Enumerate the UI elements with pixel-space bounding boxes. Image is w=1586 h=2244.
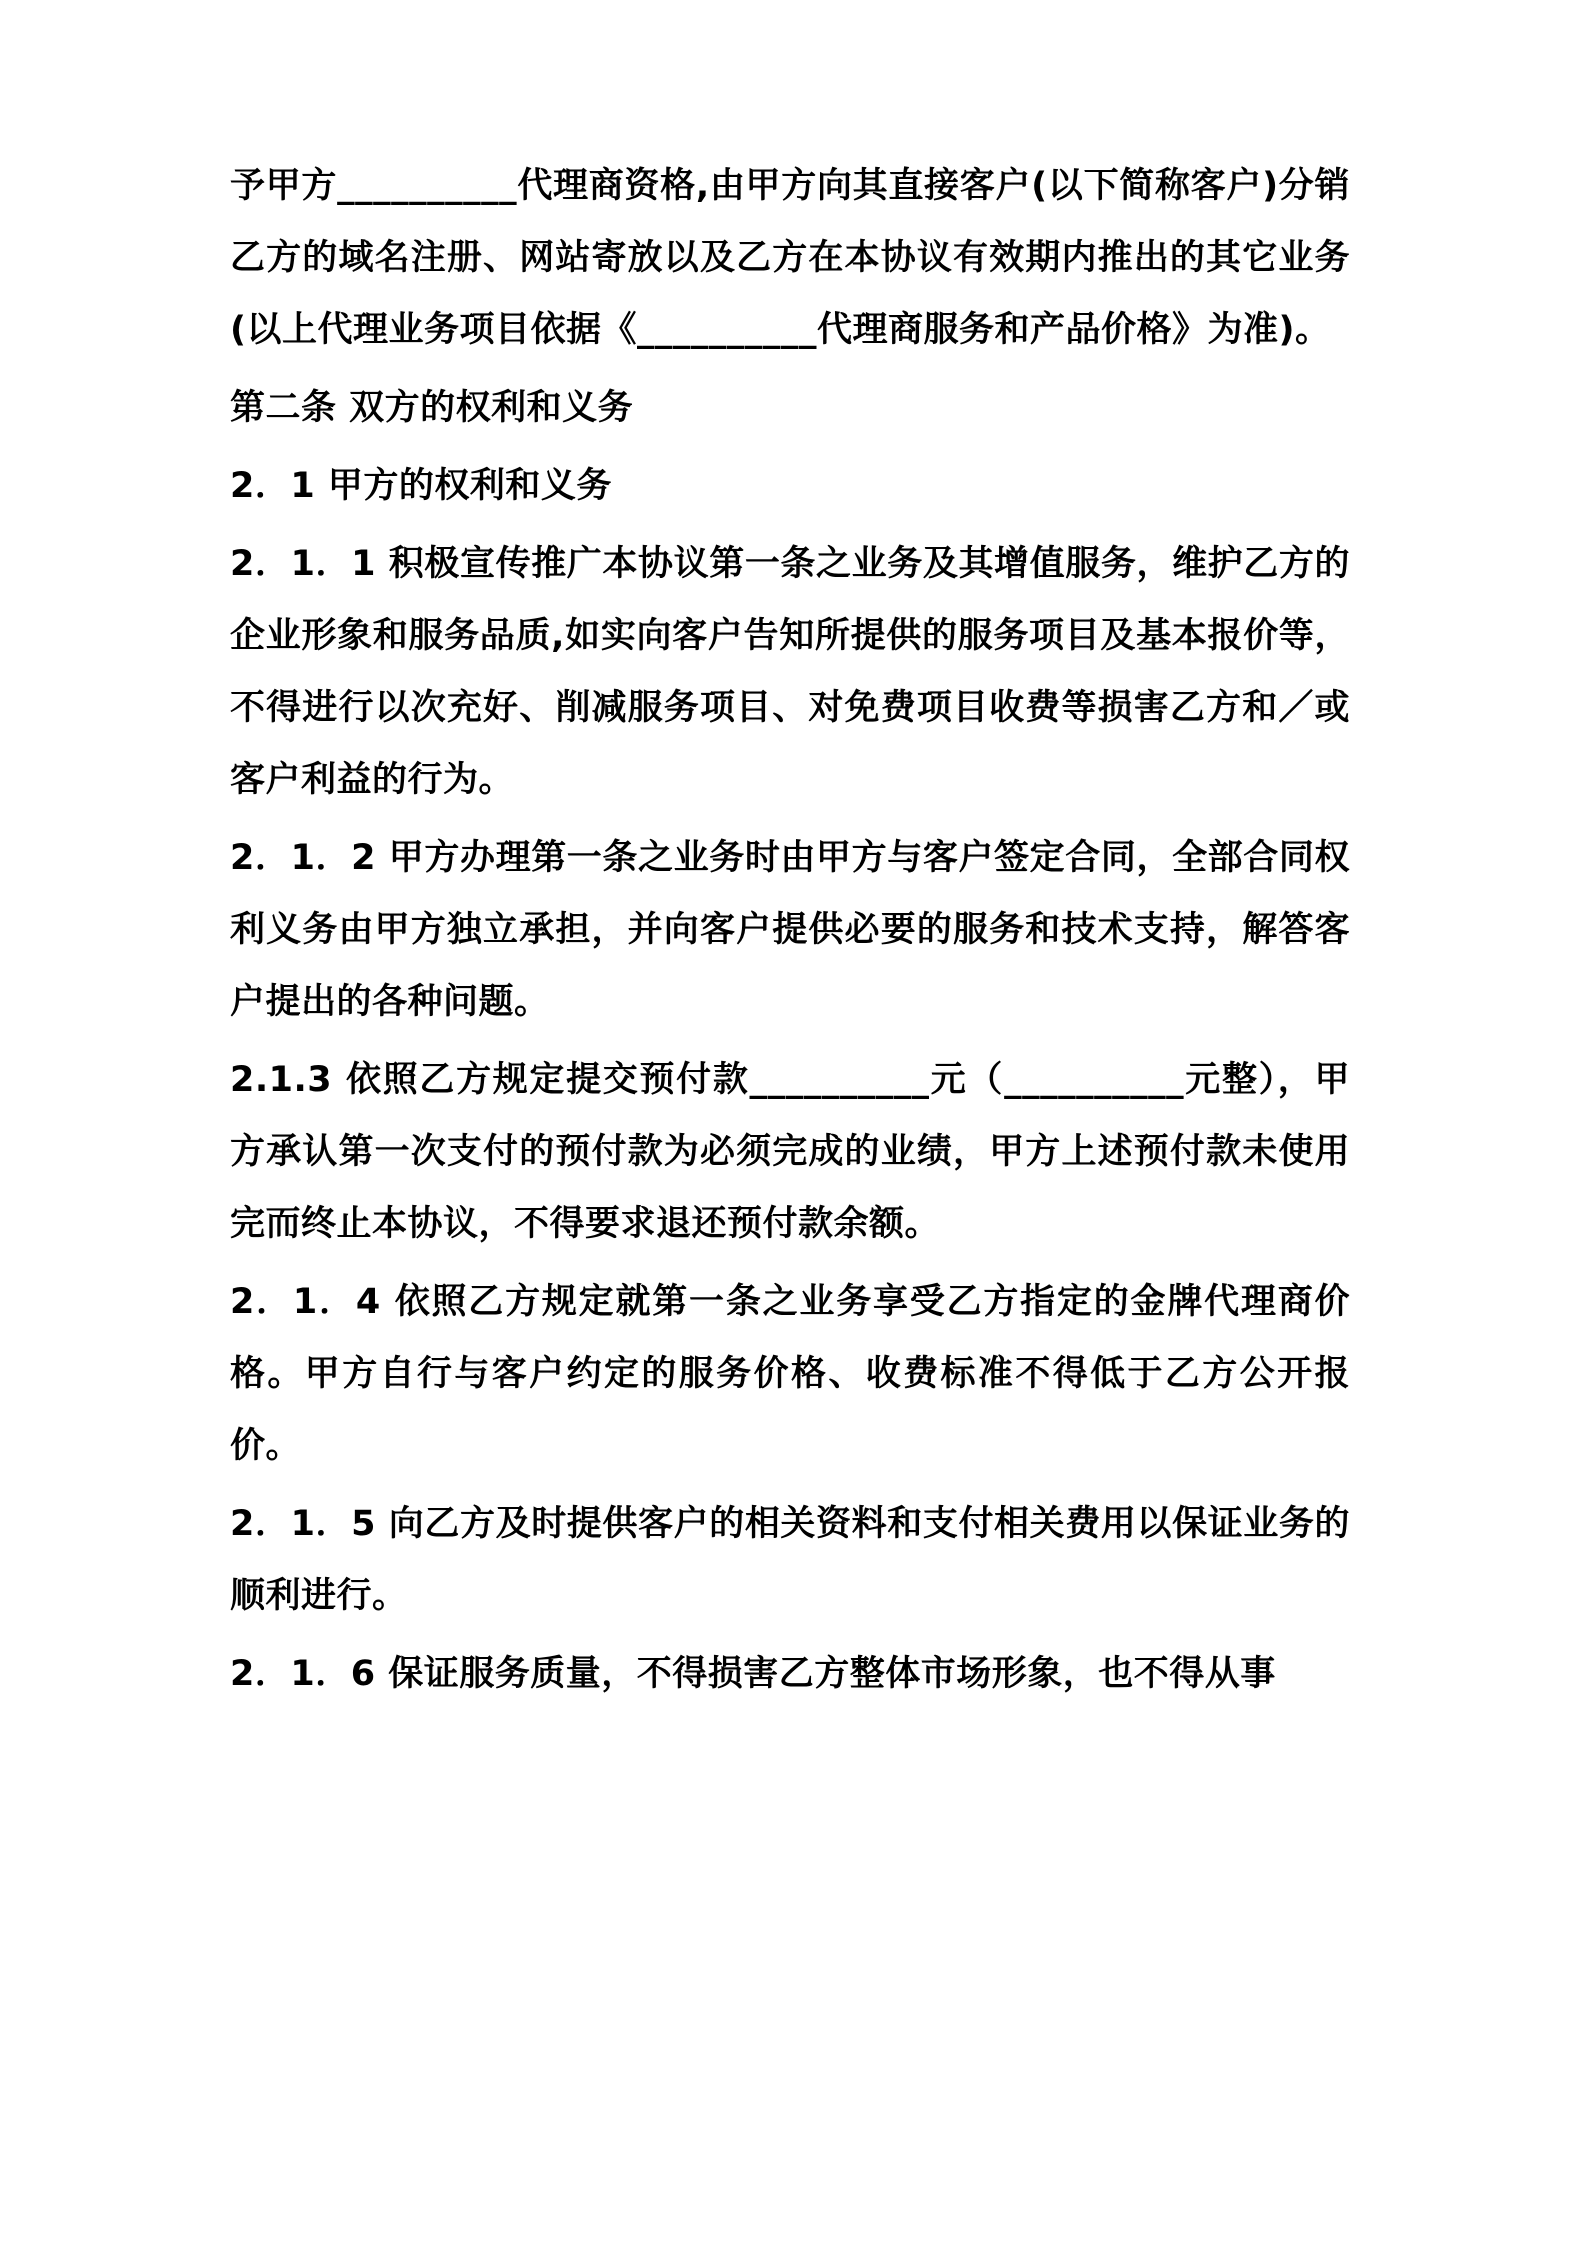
paragraph-agency-scope: 予甲方__________代理商资格,由甲方向其直接客户(以下简称客户)分销乙方的域名注册、网站寄放以及乙方在本协议有效期内推出的其它业务(以上代理业务项目依据《__________代理商服务和产品价格》为准)。 [230, 166, 1350, 350]
paragraph-2-1-5: 2．1．5 向乙方及时提供客户的相关资料和支付相关费用以保证业务的顺利进行。 [230, 1504, 1350, 1616]
paragraph-2-1-3: 2.1.3 依照乙方规定提交预付款__________元（__________元整），甲方承认第一次支付的预付款为必须完成的业绩，甲方上述预付款未使用完而终止本协议，不得要求退还预付款余额。 [230, 1060, 1350, 1244]
paragraph-2-1-2: 2．1．2 甲方办理第一条之业务时由甲方与客户签定合同，全部合同权利义务由甲方独立承担，并向客户提供必要的服务和技术支持，解答客户提出的各种问题。 [230, 838, 1350, 1022]
document-body [230, 150, 1350, 1710]
heading-article-two: 第二条 双方的权利和义务 [230, 388, 634, 428]
paragraph-2-1-1: 2．1．1 积极宣传推广本协议第一条之业务及其增值服务，维护乙方的企业形象和服务品质,如实向客户告知所提供的服务项目及基本报价等，不得进行以次充好、削减服务项目、对免费项目收费等损害乙方和／或客户利益的行为。 [230, 544, 1350, 800]
heading-section-2-1: 2．1 甲方的权利和义务 [230, 466, 612, 506]
paragraph-2-1-4: 2．1．4 依照乙方规定就第一条之业务享受乙方指定的金牌代理商价格。甲方自行与客户约定的服务价格、收费标准不得低于乙方公开报价。 [230, 1282, 1350, 1466]
paragraph-2-1-6: 2．1．6 保证服务质量，不得损害乙方整体市场形象，也不得从事 [230, 1654, 1276, 1694]
